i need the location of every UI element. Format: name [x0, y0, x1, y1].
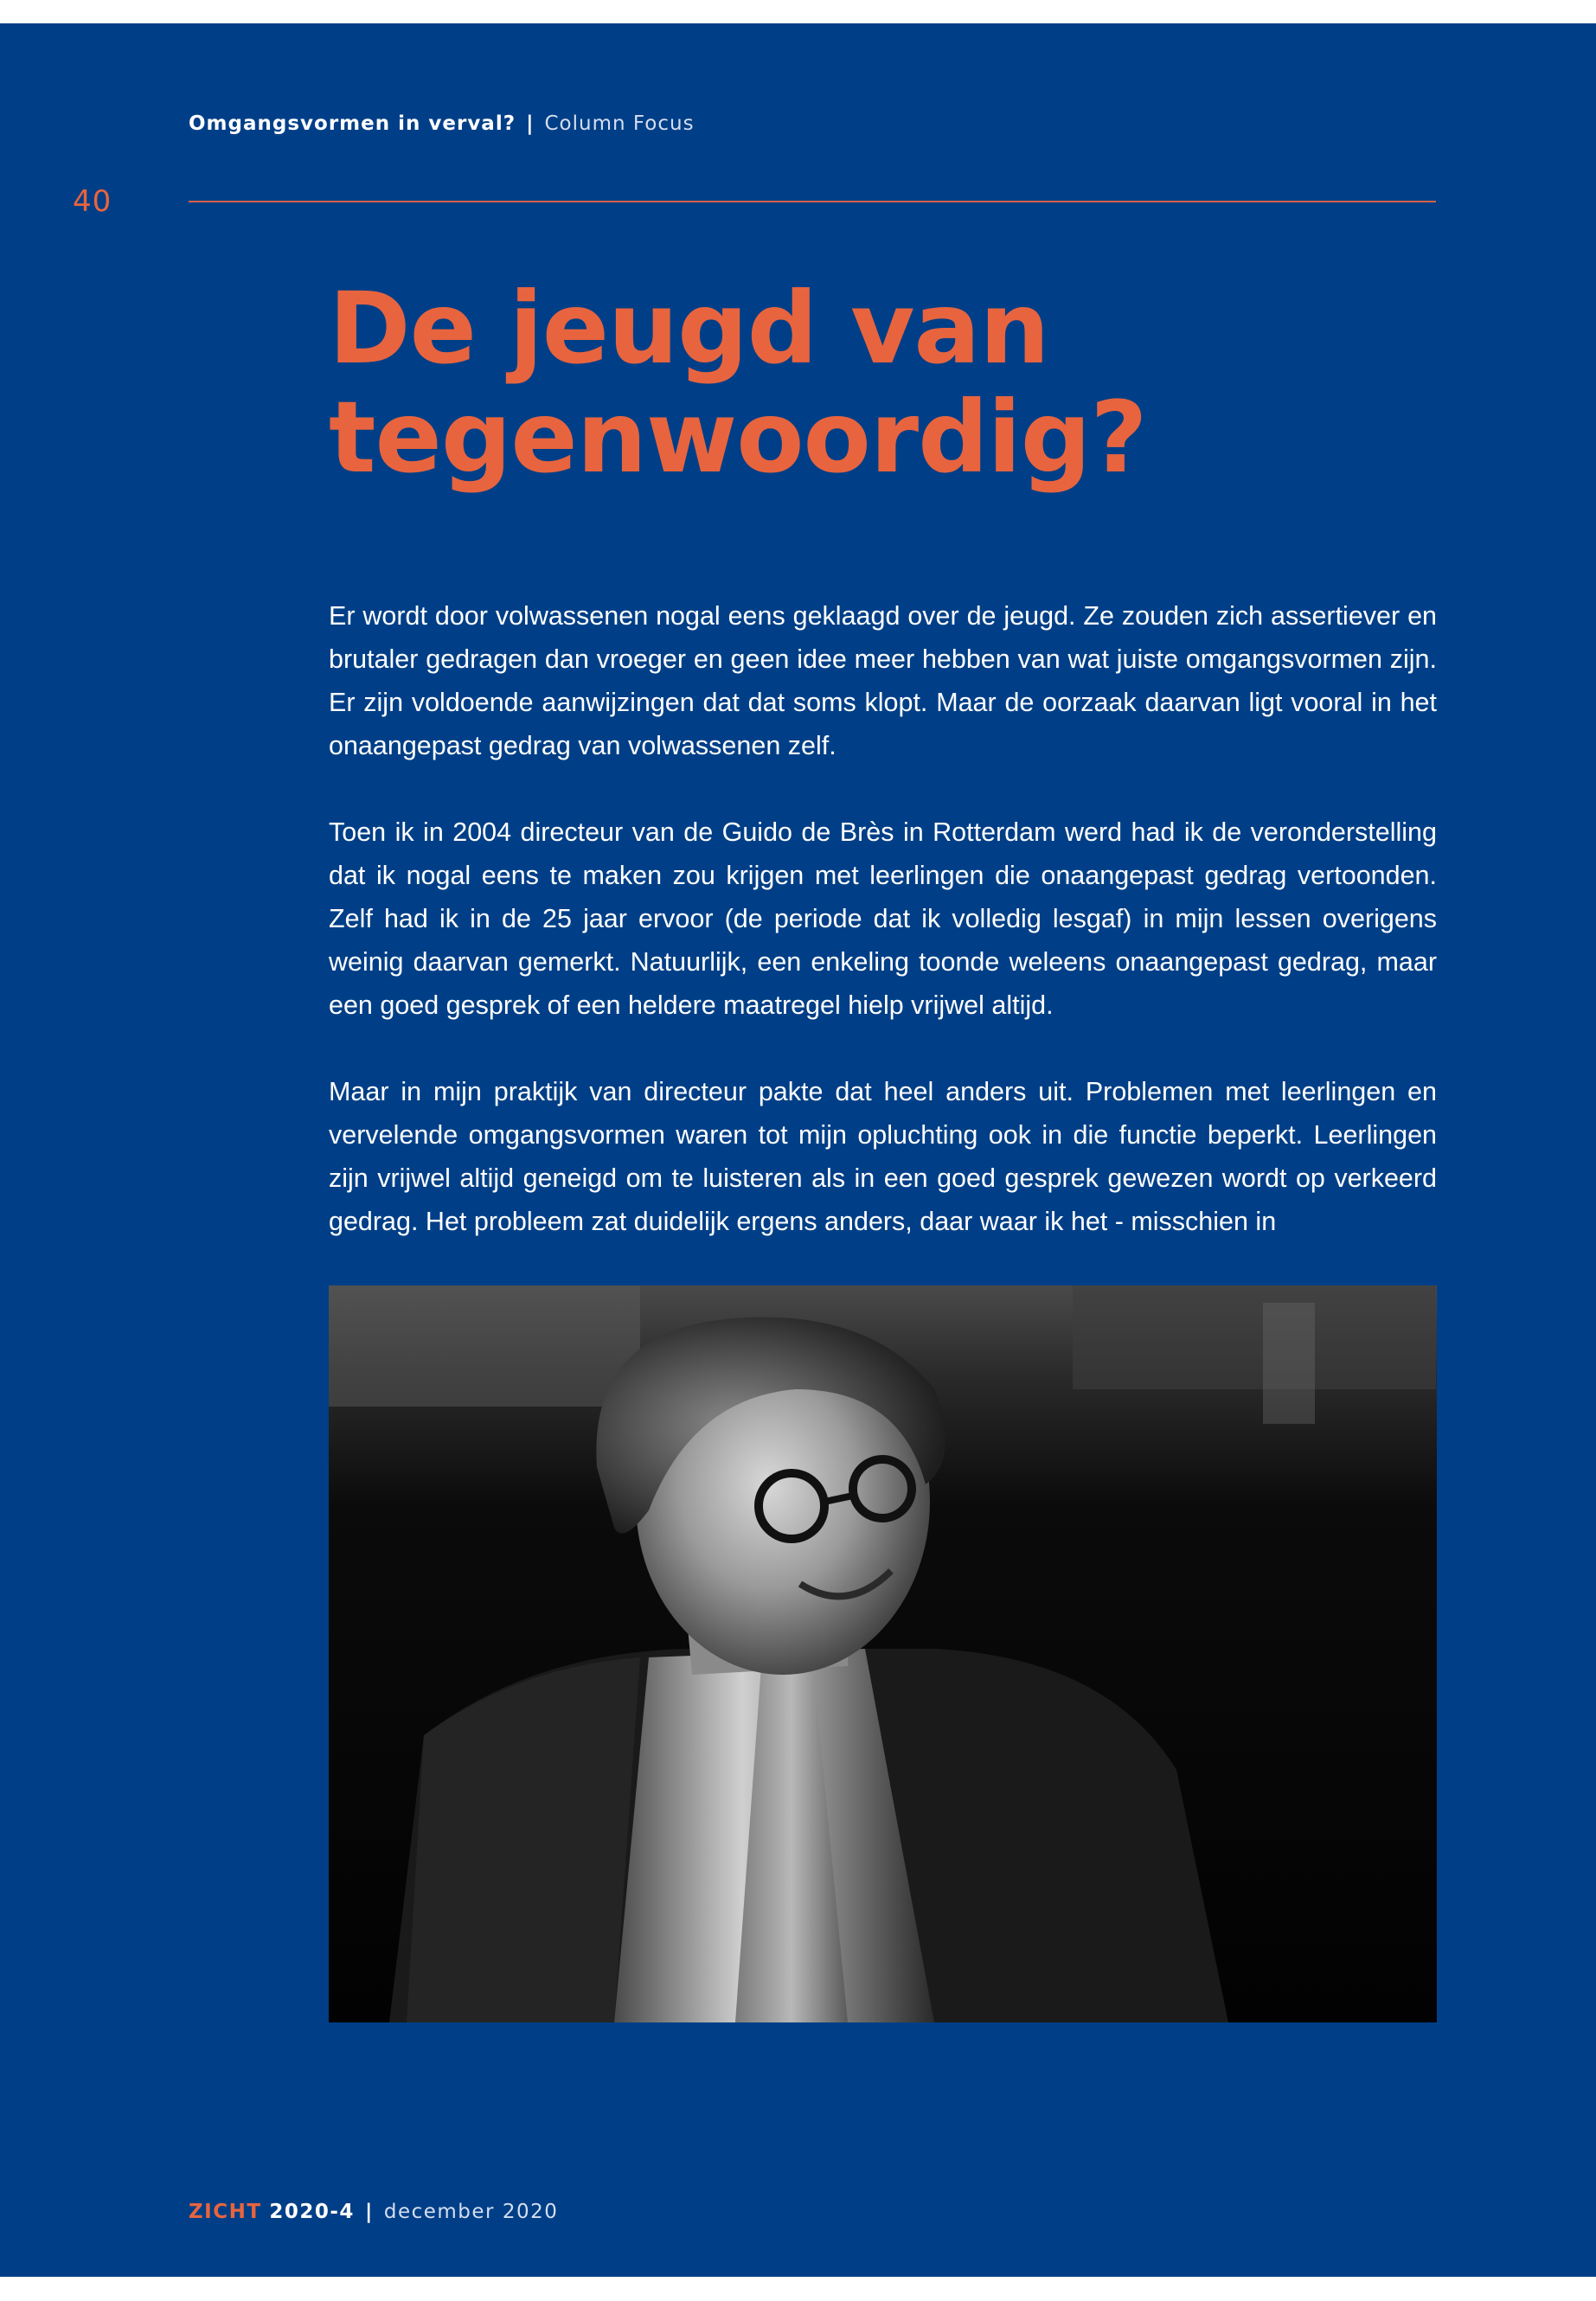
header-separator: | [526, 112, 535, 135]
footer-separator: | [364, 2201, 374, 2223]
header-rule [189, 201, 1436, 202]
section-title: Omgangsvormen in verval? [189, 112, 516, 135]
body-paragraph-3: Maar in mijn praktijk van directeur pakte dat heel anders uit. Problemen met leerlingen en vervelende omgangsvormen waren tot mijn opluchting ook in die functie beperkt. Leerlingen zijn vrijwel altijd geneigd om te luisteren als in een goed gesprek gewezen wordt op verkeerd gedrag. Het probleem zat duidelijk ergens anders, daar waar ik het - misschien in [329, 1077, 1437, 1236]
column-label: Column Focus [544, 112, 695, 135]
running-header [189, 112, 695, 135]
article-title [329, 271, 1453, 495]
article-body [329, 594, 1437, 1286]
article-title-line-1: De jeugd van [329, 271, 1049, 386]
issue-number: 2020-4 [269, 2201, 355, 2223]
magazine-page [0, 23, 1596, 2277]
body-paragraph-1: Er wordt door volwassenen nogal eens geklaagd over de jeugd. Ze zouden zich assertiever en brutaler gedragen dan vroeger en geen idee meer hebben van wat juiste omgangsvormen zijn. Er zijn voldoende aanwijzingen dat dat soms klopt. Maar de oorzaak daarvan ligt vooral in het onaangepast gedrag van volwassenen zelf. [329, 601, 1437, 760]
body-paragraph-2: Toen ik in 2004 directeur van de Guido de Brès in Rotterdam werd had ik de veronderstelling dat ik nogal eens te maken zou krijgen met leerlingen die onaangepast gedrag vertoonden. Zelf had ik in de 25 jaar ervoor (de periode dat ik volledig lesgaf) in mijn lessen overigens weinig daarvan gemerkt. Natuurlijk, een enkeling toonde weleens onaangepast gedrag, maar een goed gesprek of een heldere maatregel hielp vrijwel altijd. [329, 817, 1437, 1020]
article-title-line-2: tegenwoordig? [329, 380, 1147, 495]
portrait-photo [329, 1285, 1437, 2022]
page-footer [189, 2201, 558, 2223]
issue-date: december 2020 [383, 2201, 559, 2223]
page-number: 40 [73, 184, 112, 219]
magazine-brand: ZICHT [189, 2201, 262, 2223]
